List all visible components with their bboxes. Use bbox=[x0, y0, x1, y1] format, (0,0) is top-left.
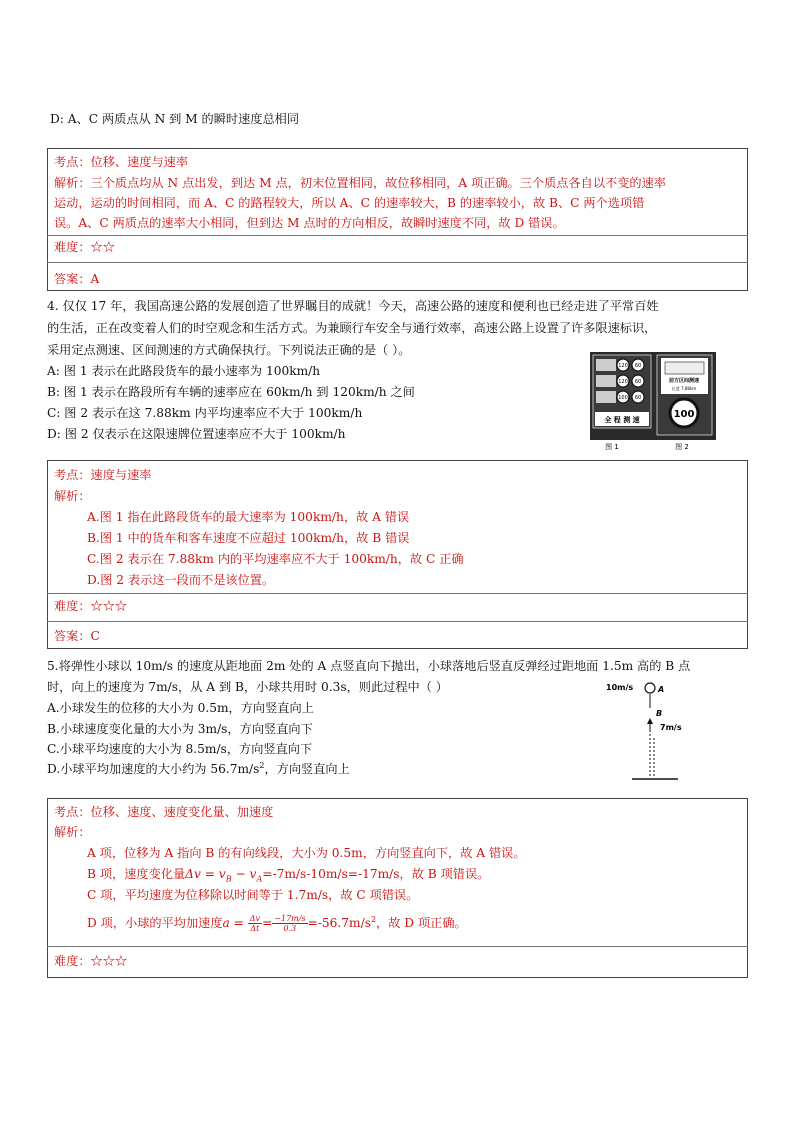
q4-jiexi: 解析： bbox=[54, 489, 91, 503]
q5-analysis-d-exponent: 2 bbox=[370, 914, 377, 924]
q4-option-d: D: 图 2 仅表示在这限速牌位置速率应不大于 100km/h bbox=[47, 427, 346, 441]
arrow-up-icon bbox=[647, 718, 653, 724]
ball-bounce-diagram bbox=[606, 678, 696, 782]
sign1-min-2: 60 bbox=[634, 379, 642, 385]
divider bbox=[47, 593, 748, 594]
sign1-min-3: 60 bbox=[634, 395, 642, 401]
velocity-10-label: 10m/s bbox=[606, 683, 634, 692]
q5-fraction-dv-dt bbox=[248, 914, 262, 933]
q4-analysis-c: C.图 2 表示在 7.88km 内的平均速率应不大于 100km/h，故 C 正确 bbox=[87, 552, 464, 566]
fraction-denominator: Δt bbox=[250, 924, 260, 933]
q5-analysis-b-pre: B 项，速度变化量 bbox=[87, 867, 186, 881]
q5-option-b: B.小球速度变化量的大小为 3m/s，方向竖直向下 bbox=[47, 722, 313, 736]
q5-analysis-b-post: =-7m/s-10m/s=-17m/s，故 B 项错误。 bbox=[262, 867, 490, 881]
q5-analysis-b-minus: − v bbox=[231, 867, 257, 881]
q5-option-d-exponent: 2 bbox=[259, 760, 265, 770]
q5-analysis-d-a: a = bbox=[222, 916, 244, 930]
fraction-numerator: −17m/s bbox=[274, 914, 306, 923]
truck-icon bbox=[596, 391, 616, 403]
fraction-denominator: 0.3 bbox=[283, 924, 297, 933]
q5-jiexi: 解析： bbox=[54, 825, 91, 839]
q5-figure bbox=[606, 678, 696, 782]
q4-analysis-d: D.图 2 表示这一段而不是该位置。 bbox=[87, 573, 275, 587]
q5-analysis-a: A 项，位移为 A 指向 B 的有向线段，大小为 0.5m，方向竖直向下，故 A 错误。 bbox=[87, 846, 526, 860]
divider bbox=[47, 262, 748, 263]
q3-kaodian: 考点：位移、速度与速率 bbox=[54, 155, 189, 169]
q4-figure bbox=[590, 352, 716, 452]
sign1-limit-2: 120 bbox=[618, 379, 628, 385]
sign1-min-1: 60 bbox=[634, 363, 642, 369]
point-a-label: A bbox=[658, 685, 665, 694]
q5-kaodian: 考点：位移、速度、速度变化量、加速度 bbox=[54, 805, 274, 819]
q4-daan: 答案：C bbox=[54, 629, 100, 643]
q4-stem-line-2: 的生活，正在改变着人们的时空观念和生活方式。为兼顾行车安全与通行效率，高速公路上设置了许多限速标识， bbox=[47, 321, 657, 335]
q3-jiexi-line-2: 运动，运动的时间相同，而 A、C 的路程较大，所以 A、C 的速率较大，B 的速率较小，故 B、C 两个选项错 bbox=[54, 196, 645, 210]
q5-option-d bbox=[47, 760, 350, 778]
q4-stem-line-3: 采用定点测速、区间测速的方式确保执行。下列说法正确的是（ ）。 bbox=[47, 343, 411, 357]
sign2-length: 长度 7.88km bbox=[671, 386, 697, 391]
q5-analysis-b-sub-b: B bbox=[225, 874, 232, 884]
bus-icon bbox=[596, 375, 616, 387]
q4-nandu: 难度：☆☆☆ bbox=[54, 599, 128, 613]
q5-fraction-values bbox=[272, 914, 307, 933]
divider bbox=[47, 235, 748, 236]
q5-analysis-c: C 项，平均速度为位移除以时间等于 1.7m/s，故 C 项错误。 bbox=[87, 888, 419, 902]
q3-nandu: 难度：☆☆ bbox=[54, 240, 115, 254]
q3-option-d: D: A、C 两质点从 N 到 M 的瞬时速度总相同 bbox=[50, 112, 300, 126]
q3-jiexi-line-1: 解析：三个质点均从 N 点出发，到达 M 点，初末位置相同，故位移相同，A 项正确。三个质点各自以不变的速率 bbox=[54, 176, 666, 190]
speed-limit-signs-illustration bbox=[590, 352, 716, 452]
sign1-footer: 全 程 测 速 bbox=[604, 416, 640, 424]
q3-jiexi-line-3: 误。A、C 两质点的速率大小相同，但到达 M 点时的方向相反，故瞬时速度不同，故 D 错误。 bbox=[54, 216, 565, 230]
sign1-limit-1: 120 bbox=[618, 363, 628, 369]
q5-analysis-d-tail: ，故 D 项正确。 bbox=[376, 916, 467, 930]
q5-option-c: C.小球平均速度的大小为 8.5m/s，方向竖直向下 bbox=[47, 742, 313, 756]
q5-nandu: 难度：☆☆☆ bbox=[54, 954, 128, 968]
q5-stem-line-2: 时，向上的速度为 7m/s，从 A 到 B，小球共用时 0.3s，则此过程中（ ） bbox=[47, 680, 448, 694]
q4-option-a: A: 图 1 表示在此路段货车的最小速率为 100km/h bbox=[47, 364, 321, 378]
velocity-7-label: 7m/s bbox=[660, 723, 682, 732]
sign2-limit: 100 bbox=[673, 409, 695, 420]
q5-analysis-d-post: =-56.7m/s bbox=[307, 916, 371, 930]
q4-analysis-b: B.图 1 中的货车和客车速度不应超过 100km/h，故 B 错误 bbox=[87, 531, 410, 545]
ball-a-icon bbox=[645, 683, 655, 693]
q4-option-b: B: 图 1 表示在路段所有车辆的速率应在 60km/h 到 120km/h 之间 bbox=[47, 385, 415, 399]
q5-option-d-tail: ，方向竖直向上 bbox=[264, 762, 350, 776]
q4-stem-line-1: 4. 仅仅 17 年，我国高速公路的发展创造了世界瞩目的成就！今天，高速公路的速度和便利也已经走进了平常百姓 bbox=[47, 299, 659, 313]
q5-analysis-b-formula: Δv = v bbox=[185, 867, 226, 881]
q5-stem-line-1: 5.将弹性小球以 10m/s 的速度从距地面 2m 处的 A 点竖直向下抛出，小球落地后竖直反弹经过距地面 1.5m 高的 B 点 bbox=[47, 659, 691, 673]
q5-option-a: A.小球发生的位移的大小为 0.5m，方向竖直向上 bbox=[47, 701, 314, 715]
q4-kaodian: 考点：速度与速率 bbox=[54, 468, 152, 482]
sign1-limit-3: 100 bbox=[618, 395, 628, 401]
divider bbox=[47, 946, 748, 947]
q5-analysis-b bbox=[87, 865, 489, 888]
q5-analysis-d: D 项，小球的平均加速度a = $\frac{\Delta v}{\Delta t}$ = $\frac{-17m/s}{0.3}$ $=-56.7m/s^2$，故 D 项正确。 bbox=[87, 914, 467, 933]
fraction-numerator: Δv bbox=[249, 914, 261, 923]
q5-option-d-text: D.小球平均加速度的大小约为 56.7m/s bbox=[47, 762, 260, 776]
divider bbox=[47, 621, 748, 622]
figure-2-label: 图 2 bbox=[675, 443, 689, 451]
q3-daan: 答案：A bbox=[54, 272, 100, 286]
car-icon bbox=[596, 359, 616, 371]
sign2-header: 前方区间测速 bbox=[668, 378, 700, 384]
point-b-label: B bbox=[656, 709, 663, 718]
q4-analysis-a: A.图 1 指在此路段货车的最大速率为 100km/h，故 A 错误 bbox=[87, 510, 410, 524]
q5-analysis-b-sub-a: A bbox=[256, 874, 263, 884]
q4-option-c: C: 图 2 表示在这 7.88km 内平均速率应不大于 100km/h bbox=[47, 406, 363, 420]
figure-1-label: 图 1 bbox=[605, 443, 619, 451]
q5-analysis-d-pre: D 项，小球的平均加速度 bbox=[87, 916, 223, 930]
